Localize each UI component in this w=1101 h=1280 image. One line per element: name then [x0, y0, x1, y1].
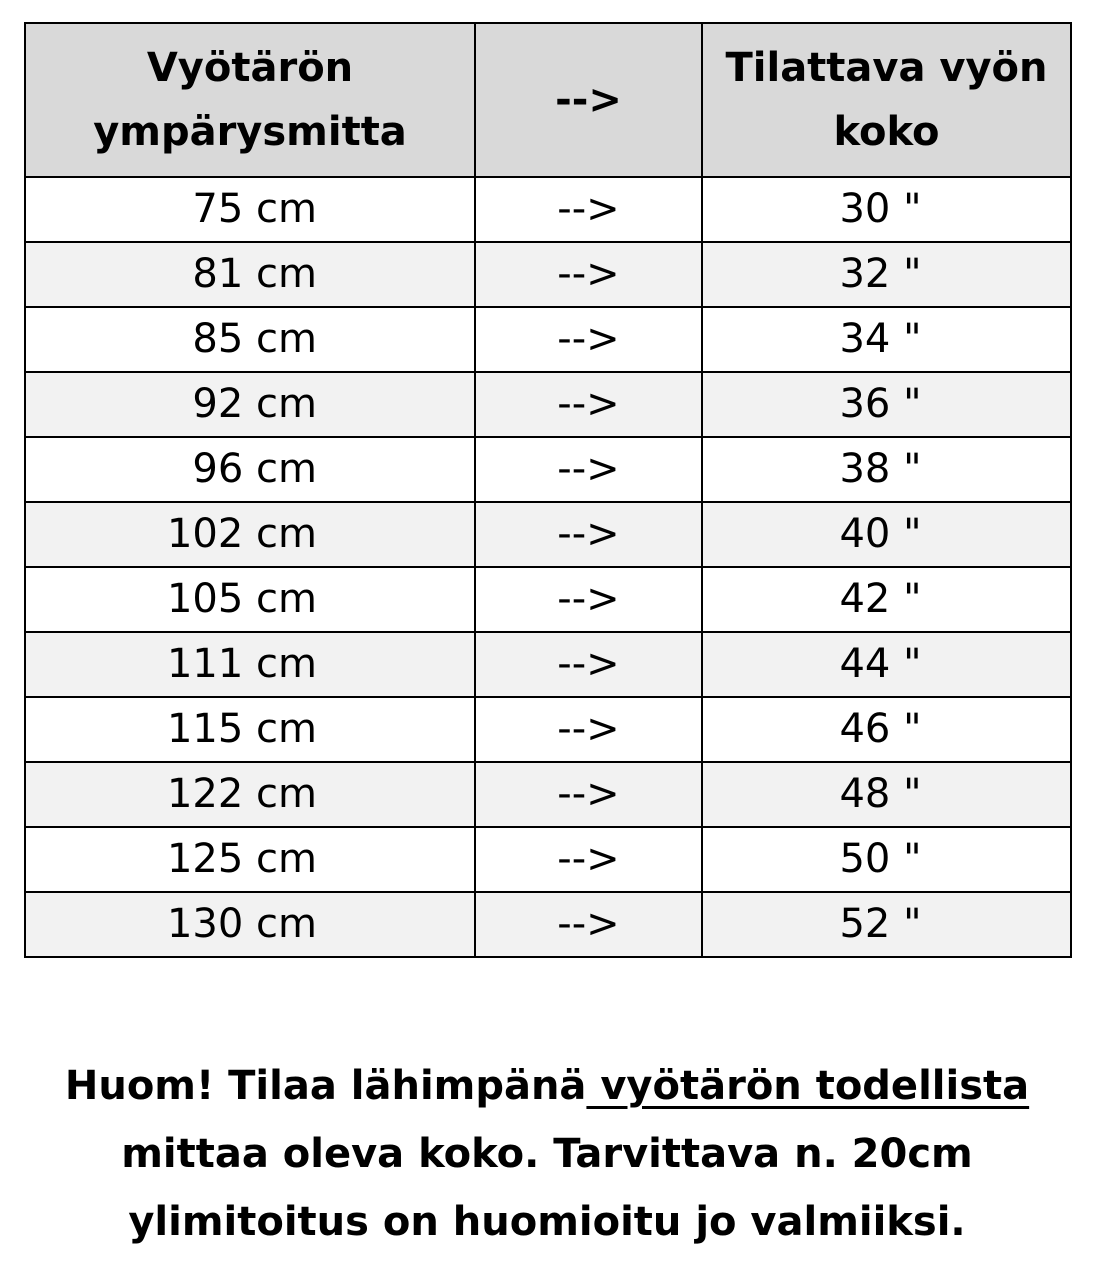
arrow-cell [475, 307, 702, 372]
size-cell [702, 892, 1071, 957]
size-cell-text: 36 " [839, 381, 922, 427]
size-cell-text: 50 " [839, 836, 922, 882]
arrow-cell [475, 697, 702, 762]
header-arrow [475, 23, 702, 177]
arrow-cell-text: --> [557, 641, 620, 687]
arrow-cell-text: --> [557, 576, 620, 622]
waist-cell [25, 762, 475, 827]
arrow-cell [475, 567, 702, 632]
arrow-cell [475, 762, 702, 827]
table-row [25, 697, 1071, 762]
waist-cell [25, 242, 475, 307]
size-cell-text: 32 " [839, 251, 922, 297]
arrow-cell [475, 632, 702, 697]
size-cell-text: 38 " [839, 446, 922, 492]
waist-cell [25, 827, 475, 892]
note-line-3: ylimitoitus on huomioitu jo valmiiksi. [128, 1199, 966, 1245]
waist-cell [25, 372, 475, 437]
header-size [702, 23, 1071, 177]
header-waist-line1: Vyötärön [146, 45, 354, 91]
header-size-line1: Tilattava vyön [725, 45, 1048, 91]
waist-cell [25, 437, 475, 502]
table-row [25, 892, 1071, 957]
waist-cell-text: 85 cm [192, 316, 317, 362]
header-waist [25, 23, 475, 177]
size-cell [702, 632, 1071, 697]
waist-cell [25, 307, 475, 372]
size-cell [702, 762, 1071, 827]
size-cell [702, 307, 1071, 372]
arrow-cell [475, 437, 702, 502]
arrow-cell [475, 177, 702, 242]
size-chart-table [24, 22, 1072, 958]
size-cell-text: 46 " [839, 706, 922, 752]
arrow-cell-text: --> [557, 901, 620, 947]
size-cell [702, 697, 1071, 762]
waist-cell-text: 130 cm [166, 901, 317, 947]
waist-cell [25, 697, 475, 762]
waist-cell [25, 177, 475, 242]
arrow-cell-text: --> [557, 446, 620, 492]
arrow-cell [475, 242, 702, 307]
header-size-line2: koko [833, 109, 940, 155]
arrow-cell-text: --> [557, 381, 620, 427]
waist-cell [25, 632, 475, 697]
waist-cell-text: 122 cm [166, 771, 317, 817]
waist-cell-text: 111 cm [166, 641, 317, 687]
sizing-note [24, 1052, 1070, 1256]
table-row [25, 242, 1071, 307]
waist-cell-text: 125 cm [166, 836, 317, 882]
table-header [25, 23, 1071, 177]
size-cell [702, 437, 1071, 502]
waist-cell [25, 567, 475, 632]
table-row [25, 632, 1071, 697]
arrow-cell-text: --> [557, 706, 620, 752]
table-row [25, 372, 1071, 437]
header-row [25, 23, 1071, 177]
waist-cell-text: 102 cm [166, 511, 317, 557]
waist-cell-text: 115 cm [166, 706, 317, 752]
arrow-cell [475, 372, 702, 437]
size-cell [702, 567, 1071, 632]
note-text-start: Huom! Tilaa lähimpänä [64, 1063, 587, 1109]
arrow-cell-text: --> [557, 836, 620, 882]
waist-cell-text: 96 cm [192, 446, 317, 492]
arrow-cell-text: --> [557, 771, 620, 817]
table-row [25, 567, 1071, 632]
table-row [25, 502, 1071, 567]
table-body [25, 177, 1071, 957]
size-cell [702, 372, 1071, 437]
size-cell-text: 52 " [839, 901, 922, 947]
size-cell-text: 40 " [839, 511, 922, 557]
table-row [25, 177, 1071, 242]
note-line-2: mittaa oleva koko. Tarvittava n. 20cm [121, 1131, 973, 1177]
arrow-cell-text: --> [557, 511, 620, 557]
arrow-cell-text: --> [557, 186, 620, 232]
arrow-cell [475, 892, 702, 957]
table-row [25, 827, 1071, 892]
waist-cell-text: 75 cm [192, 186, 317, 232]
arrow-cell-text: --> [557, 316, 620, 362]
header-waist-line2: ympärysmitta [93, 109, 407, 155]
size-cell [702, 177, 1071, 242]
waist-cell-text: 81 cm [192, 251, 317, 297]
waist-cell-text: 105 cm [166, 576, 317, 622]
size-cell [702, 827, 1071, 892]
table-row [25, 307, 1071, 372]
size-cell-text: 34 " [839, 316, 922, 362]
waist-cell [25, 502, 475, 567]
arrow-cell [475, 827, 702, 892]
size-cell-text: 42 " [839, 576, 922, 622]
size-cell-text: 48 " [839, 771, 922, 817]
table-row [25, 762, 1071, 827]
size-cell-text: 30 " [839, 186, 922, 232]
arrow-cell [475, 502, 702, 567]
note-underlined-text: vyötärön todellista [586, 1063, 1030, 1109]
size-cell [702, 242, 1071, 307]
waist-cell [25, 892, 475, 957]
waist-cell-text: 92 cm [192, 381, 317, 427]
arrow-cell-text: --> [557, 251, 620, 297]
size-cell-text: 44 " [839, 641, 922, 687]
table-row [25, 437, 1071, 502]
header-arrow-text: --> [555, 77, 622, 123]
size-cell [702, 502, 1071, 567]
